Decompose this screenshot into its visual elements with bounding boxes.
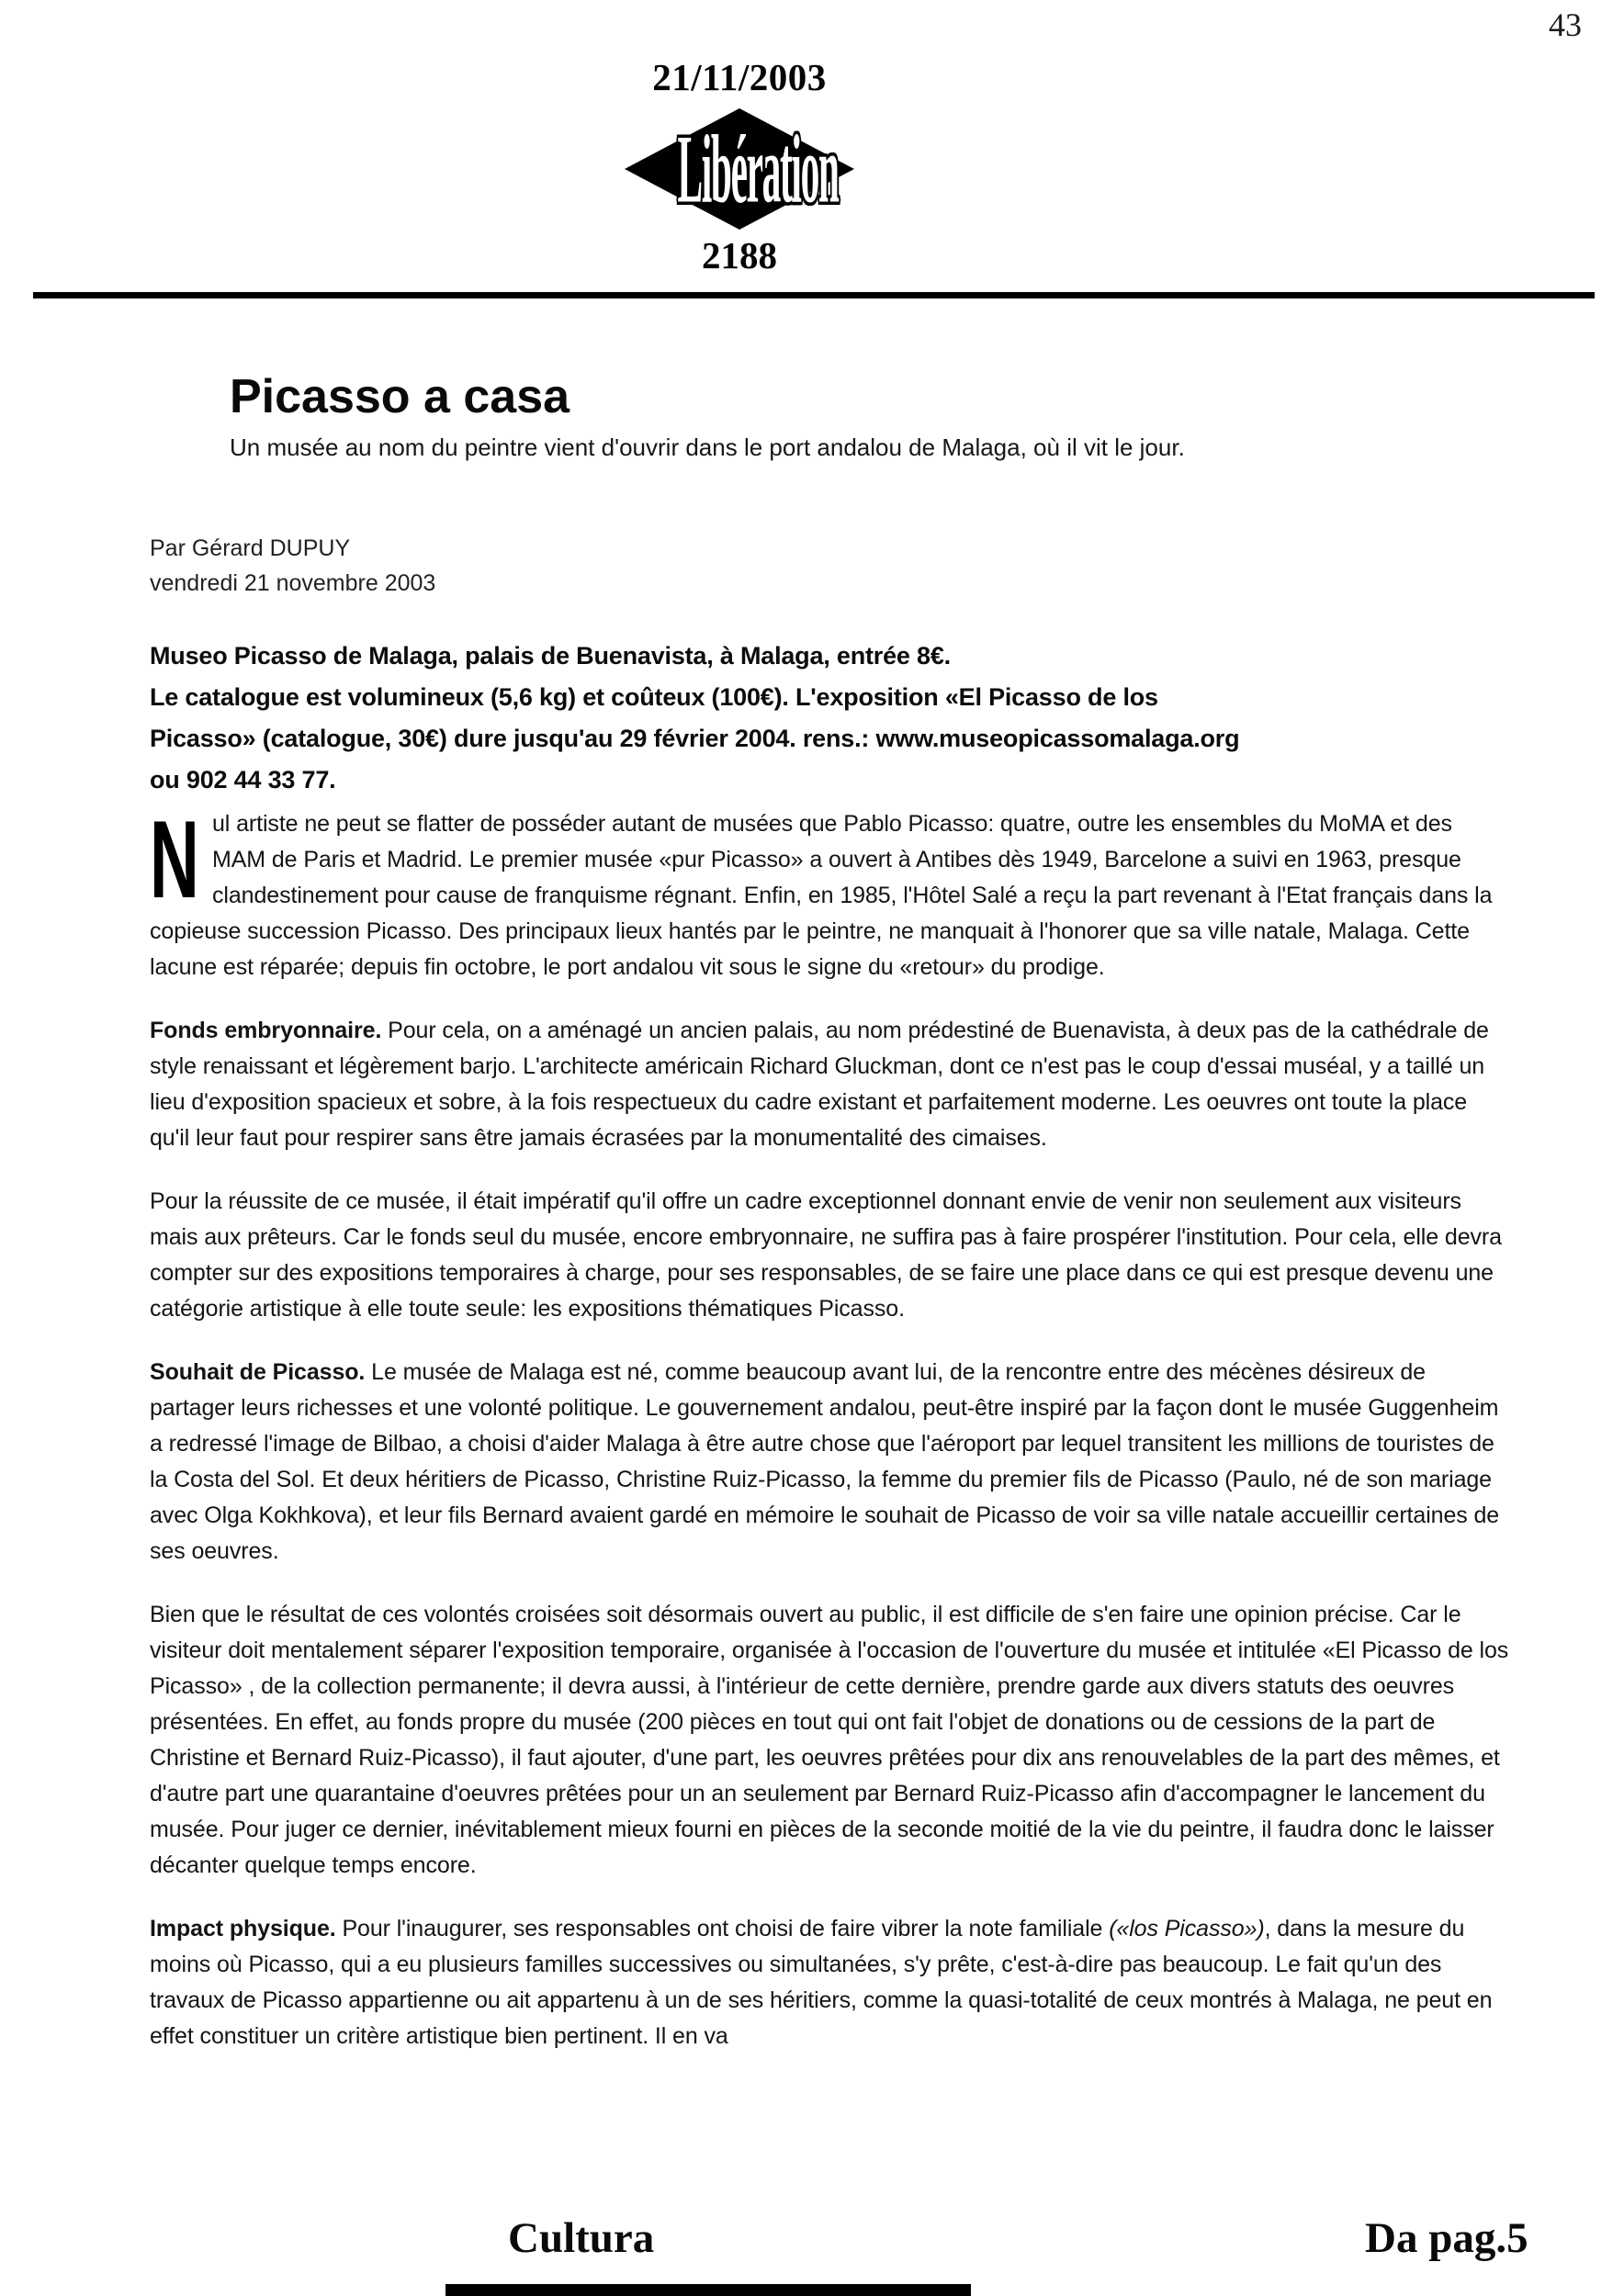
article-paragraph xyxy=(150,1597,1509,1884)
article-byline: Par Gérard DUPUY xyxy=(150,535,351,561)
article-paragraph xyxy=(150,1911,1509,2054)
footer-page-reference: Da pag.5 xyxy=(1365,2214,1528,2262)
paragraph-text: Le musée de Malaga est né, comme beaucoup avant lui, de la rencontre entre des mécènes désireux de partager leurs richesses et une volonté politique. Le gouvernement andalou, peut-être inspiré par la façon dont le musée Guggenheim a redressé l'image de Bilbao, a choisi d'aider Malaga à être autre chose que l'aéroport par lequel transitent les millions de touristes de la Costa del Sol. Et deux héritiers de Picasso, Christine Ruiz-Picasso, la femme du premier fils de Picasso (Paulo, né de son mariage avec Olga Kokhkova), et leur fils Bernard avaient gardé en mémoire le souhait de Picasso de voir sa ville natale accueillir certaines de ses oeuvres. xyxy=(150,1359,1500,1564)
paragraph-lead: Impact physique. xyxy=(150,1916,343,1941)
intro-line: ou 902 44 33 77. xyxy=(150,766,336,793)
intro-line: Le catalogue est volumineux (5,6 kg) et coûteux (100€). L'exposition «El Picasso de los xyxy=(150,683,1158,711)
intro-line: Museo Picasso de Malaga, palais de Buenavista, à Malaga, entrée 8€. xyxy=(150,642,951,670)
article-paragraph xyxy=(150,1013,1509,1156)
article-subtitle: Un musée au nom du peintre vient d'ouvrir dans le port andalou de Malaga, où il vit le jour. xyxy=(230,433,1185,461)
page-number: 43 xyxy=(1549,6,1582,43)
article-intro-block xyxy=(150,636,1509,801)
article-date: vendredi 21 novembre 2003 xyxy=(150,570,436,596)
paragraph-text: («los Picasso») xyxy=(1109,1916,1265,1941)
article-body xyxy=(150,798,1509,2082)
paragraph-text: ul artiste ne peut se flatter de posséder autant de musées que Pablo Picasso: quatre, outre les ensembles du MoMA et des MAM de Paris et Madrid. Le premier musée «pur Picasso» a ouvert à Antibes dès 1949, Barcelone a suivi en 1963, presque clandestinement pour cause de franquisme régnant. Enfin, en 1985, l'Hôtel Salé a reçu la part revenant à l'Etat français dans la copieuse succession Picasso. Des principaux lieux hantés par le peintre, ne manquait à l'honorer que sa ville natale, Malaga. Cette lacune est réparée; depuis fin octobre, le port andalou vit sous le signe du «retour» du prodige. xyxy=(150,811,1493,980)
paragraph-text: Pour la réussite de ce musée, il était impératif qu'il offre un cadre exceptionnel donnant envie de venir non seulement aux visiteurs mais aux prêteurs. Car le fonds seul du musée, encore embryonnaire, ne suffira pas à faire prospérer l'institution. Pour cela, elle devra compter sur des expositions temporaires à charge, pour ses responsables, de se faire une place dans ce qui est presque devenu une catégorie artistique à elle toute seule: les expositions thématiques Picasso. xyxy=(150,1188,1502,1322)
issue-number: 2188 xyxy=(702,234,777,276)
footer-black-bar xyxy=(445,2284,971,2296)
paragraph-text: Bien que le résultat de ces volontés croisées soit désormais ouvert au public, il est difficile de s'en faire une opinion précise. Car le visiteur doit mentalement séparer l'exposition temporaire, organisée à l'occasion de l'ouverture du musée et intitulée «El Picasso de los Picasso» , de la collection permanente; il devra aussi, à l'intérieur de cette dernière, prendre garde aux divers statuts des oeuvres présentées. En effet, au fonds propre du musée (200 pièces en tout qui ont fait l'objet de donations ou de cessions de la part de Christine et Bernard Ruiz-Picasso), il faut ajouter, d'une part, les oeuvres prêtées pour dix ans renouvelables de la part des mêmes, et d'autre part une quarantaine d'oeuvres prêtées pour un an seulement par Bernard Ruiz-Picasso afin d'accompagner le lancement du musée. Pour juger ce dernier, inévitablement mieux fourni en pièces de la seconde moitié de la vie du peintre, il faudra donc le laisser décanter quelque temps encore. xyxy=(150,1602,1509,1878)
article-paragraph xyxy=(150,1355,1509,1570)
article-title: Picasso a casa xyxy=(230,370,570,423)
article-paragraph xyxy=(150,798,1509,985)
header-divider-rule xyxy=(33,292,1595,298)
drop-cap: N xyxy=(150,798,199,921)
paragraph-lead: Fonds embryonnaire. xyxy=(150,1018,389,1043)
logo-wordmark: Libération xyxy=(677,115,839,223)
intro-line: Picasso» (catalogue, 30€) dure jusqu'au 29 février 2004. rens.: www.museopicassomalaga.org xyxy=(150,725,1240,752)
footer-section-label: Cultura xyxy=(508,2214,655,2262)
paragraph-text: Pour l'inaugurer, ses responsables ont choisi de faire vibrer la note familiale xyxy=(342,1916,1110,1941)
paragraph-text: , dans la mesure du moins où Picasso, qui a eu plusieurs familles successives ou simultanées, s'y prête, c'est-à-dire pas beaucoup. Le fait qu'un des travaux de Picasso appartienne ou ait appartenu à un de ses héritiers, comme la quasi-totalité de ceux montrés à Malaga, ne peut en effet constituer un critère artistique bien pertinent. Il en va xyxy=(150,1916,1493,2049)
liberation-logo xyxy=(625,108,854,230)
header-date: 21/11/2003 xyxy=(652,56,827,98)
paragraph-lead: Souhait de Picasso. xyxy=(150,1359,372,1385)
article-paragraph xyxy=(150,1184,1509,1327)
paragraph-text: Pour cela, on a aménagé un ancien palais, au nom prédestiné de Buenavista, à deux pas de la cathédrale de style renaissant et légèrement barjo. L'architecte américain Richard Gluckman, dont ce n'est pas le coup d'essai muséal, y a taillé un lieu d'exposition spacieux et sobre, à la fois respectueux du cadre existant et parfaitement moderne. Les oeuvres ont toute la place qu'il leur faut pour respirer sans être jamais écrasées par la monumentalité des cimaises. xyxy=(150,1018,1489,1151)
